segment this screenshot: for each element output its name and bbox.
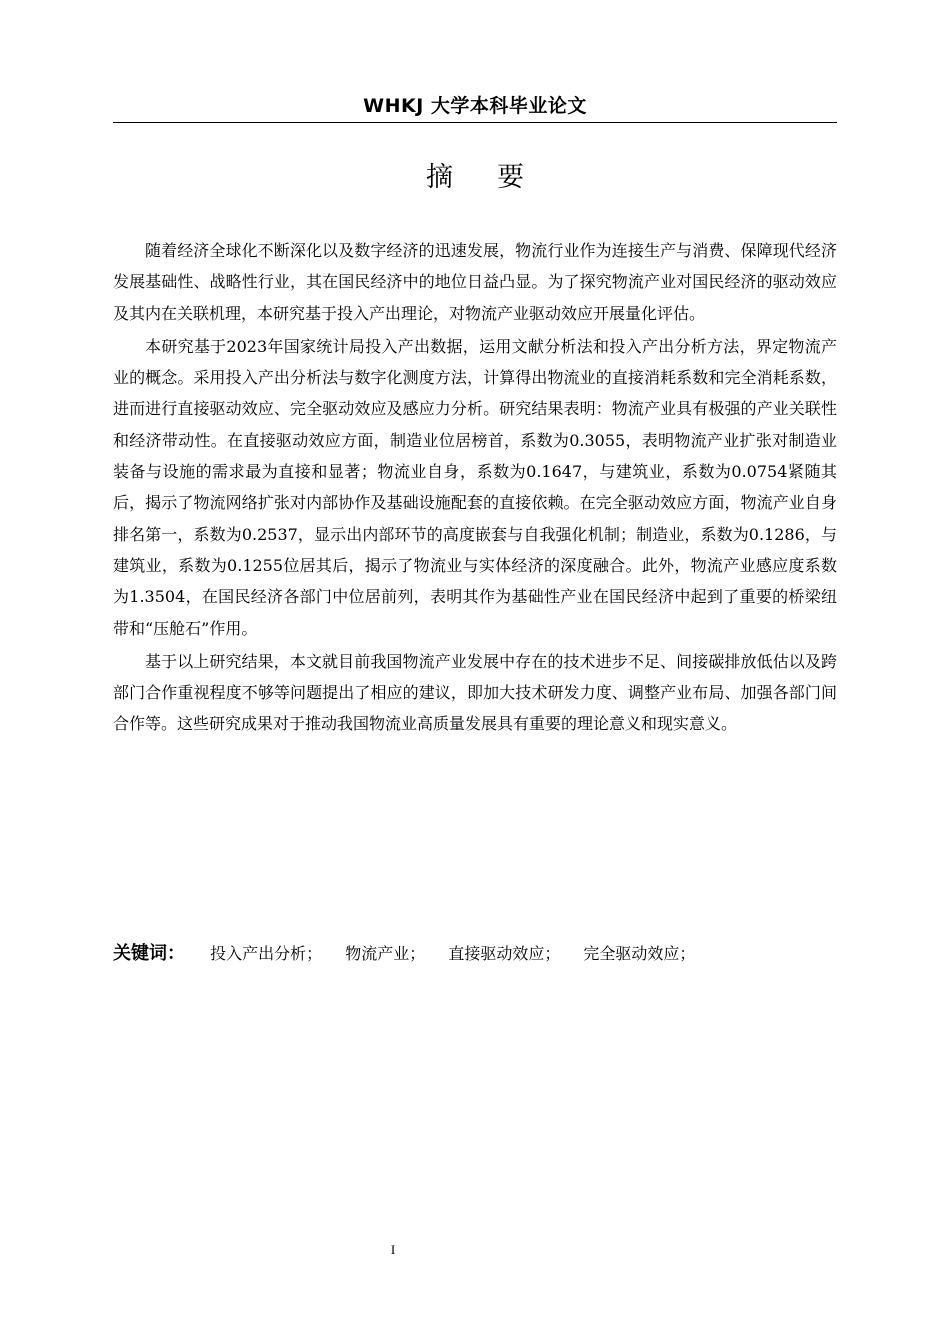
page-header xyxy=(113,92,837,123)
header-title: WHKJ 大学本科毕业论文 xyxy=(363,95,587,117)
abstract-body xyxy=(113,235,837,742)
keyword-item: 投入产出分析； xyxy=(210,944,323,963)
keyword-item: 完全驱动效应； xyxy=(583,944,696,963)
keywords-label: 关键词： xyxy=(113,943,185,964)
page-number: I xyxy=(390,1242,396,1257)
abstract-title: 摘要 xyxy=(426,162,568,193)
abstract-paragraph: 基于以上研究结果，本文就目前我国物流产业发展中存在的技术进步不足、间接碳排放低估以及跨部门合作重视程度不够等问题提出了相应的建议，即加大技术研发力度、调整产业布局、加强各部门间合作等。这些研究成果对于推动我国物流业高质量发展具有重要的理论意义和现实意义。 xyxy=(113,651,837,734)
abstract-paragraph: 本研究基于2023年国家统计局投入产出数据，运用文献分析法和投入产出分析方法，界定物流产业的概念。采用投入产出分析法与数字化测度方法，计算得出物流业的直接消耗系数和完全消耗系数，进而进行直接驱动效应、完全驱动效应及感应力分析。研究结果表明：物流产业具有极强的产业关联性和经济带动性。在直接驱动效应方面，制造业位居榜首，系数为0.3055，表明物流产业扩张对制造业装备与设施的需求最为直接和显著；物流业自身，系数为0.1647，与建筑业，系数为0.0754紧随其后，揭示了物流网络扩张对内部协作及基础设施配套的直接依赖。在完全驱动效应方面，物流产业自身排名第一，系数为0.2537，显示出内部环节的高度嵌套与自我强化机制；制造业，系数为0.1286，与建筑业，系数为0.1255位居其后，揭示了物流业与实体经济的深度融合。此外，物流产业感应度系数为1.3504，在国民经济各部门中位居前列，表明其作为基础性产业在国民经济中起到了重要的桥梁纽带和“压舱石”作用。 xyxy=(113,336,837,638)
keywords-line xyxy=(113,938,837,970)
keyword-item: 直接驱动效应； xyxy=(448,944,561,963)
keyword-item: 物流产业； xyxy=(345,944,426,963)
abstract-paragraph: 随着经济全球化不断深化以及数字经济的迅速发展，物流行业作为连接生产与消费、保障现代经济发展基础性、战略性行业，其在国民经济中的地位日益凸显。为了探究物流产业对国民经济的驱动效应及其内在关联机理，本研究基于投入产出理论，对物流产业驱动效应开展量化评估。 xyxy=(113,241,837,323)
